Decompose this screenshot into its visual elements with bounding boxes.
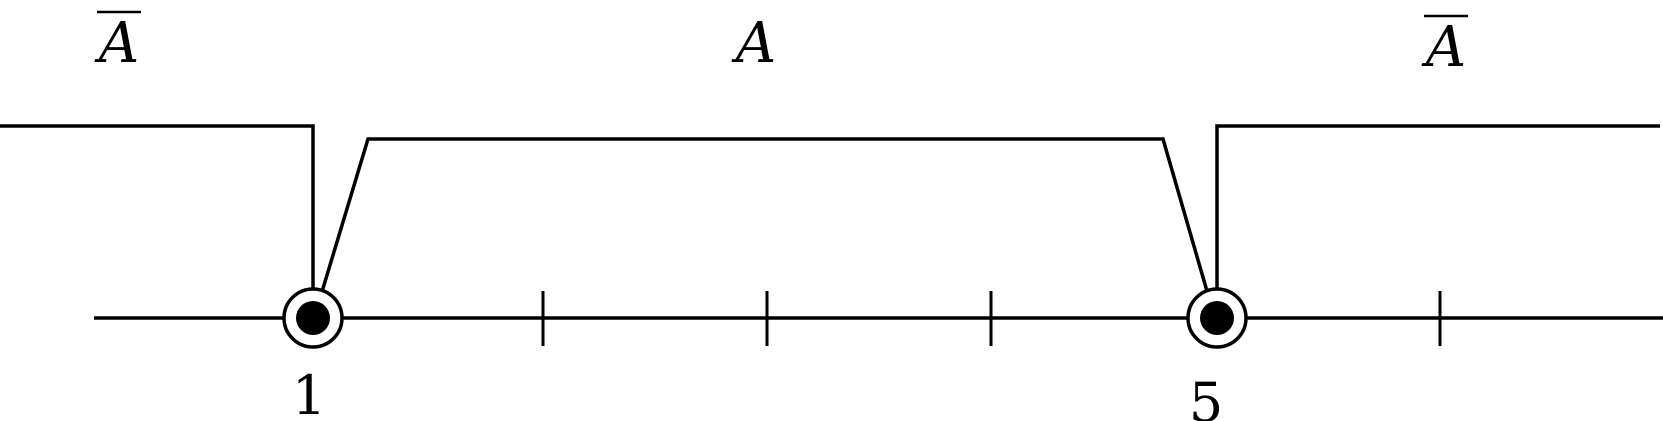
middle-region-label [731,11,776,76]
left-region-label [94,11,141,76]
right-complement-bracket [1217,126,1660,318]
endpoint-dot [1200,301,1234,335]
left-complement-label: A [98,11,140,76]
endpoint-label-5: 5 [1188,371,1224,421]
set-region-bracket [318,139,1211,305]
middle-set-label: A [735,11,777,76]
right-region-label [1421,15,1468,80]
left-complement-bracket [0,126,313,318]
endpoint-label-1: 1 [291,364,327,421]
endpoint-dot [296,301,330,335]
right-complement-label: A [1425,15,1467,80]
endpoint-marker-1 [284,289,342,347]
endpoint-marker-5 [1188,289,1246,347]
